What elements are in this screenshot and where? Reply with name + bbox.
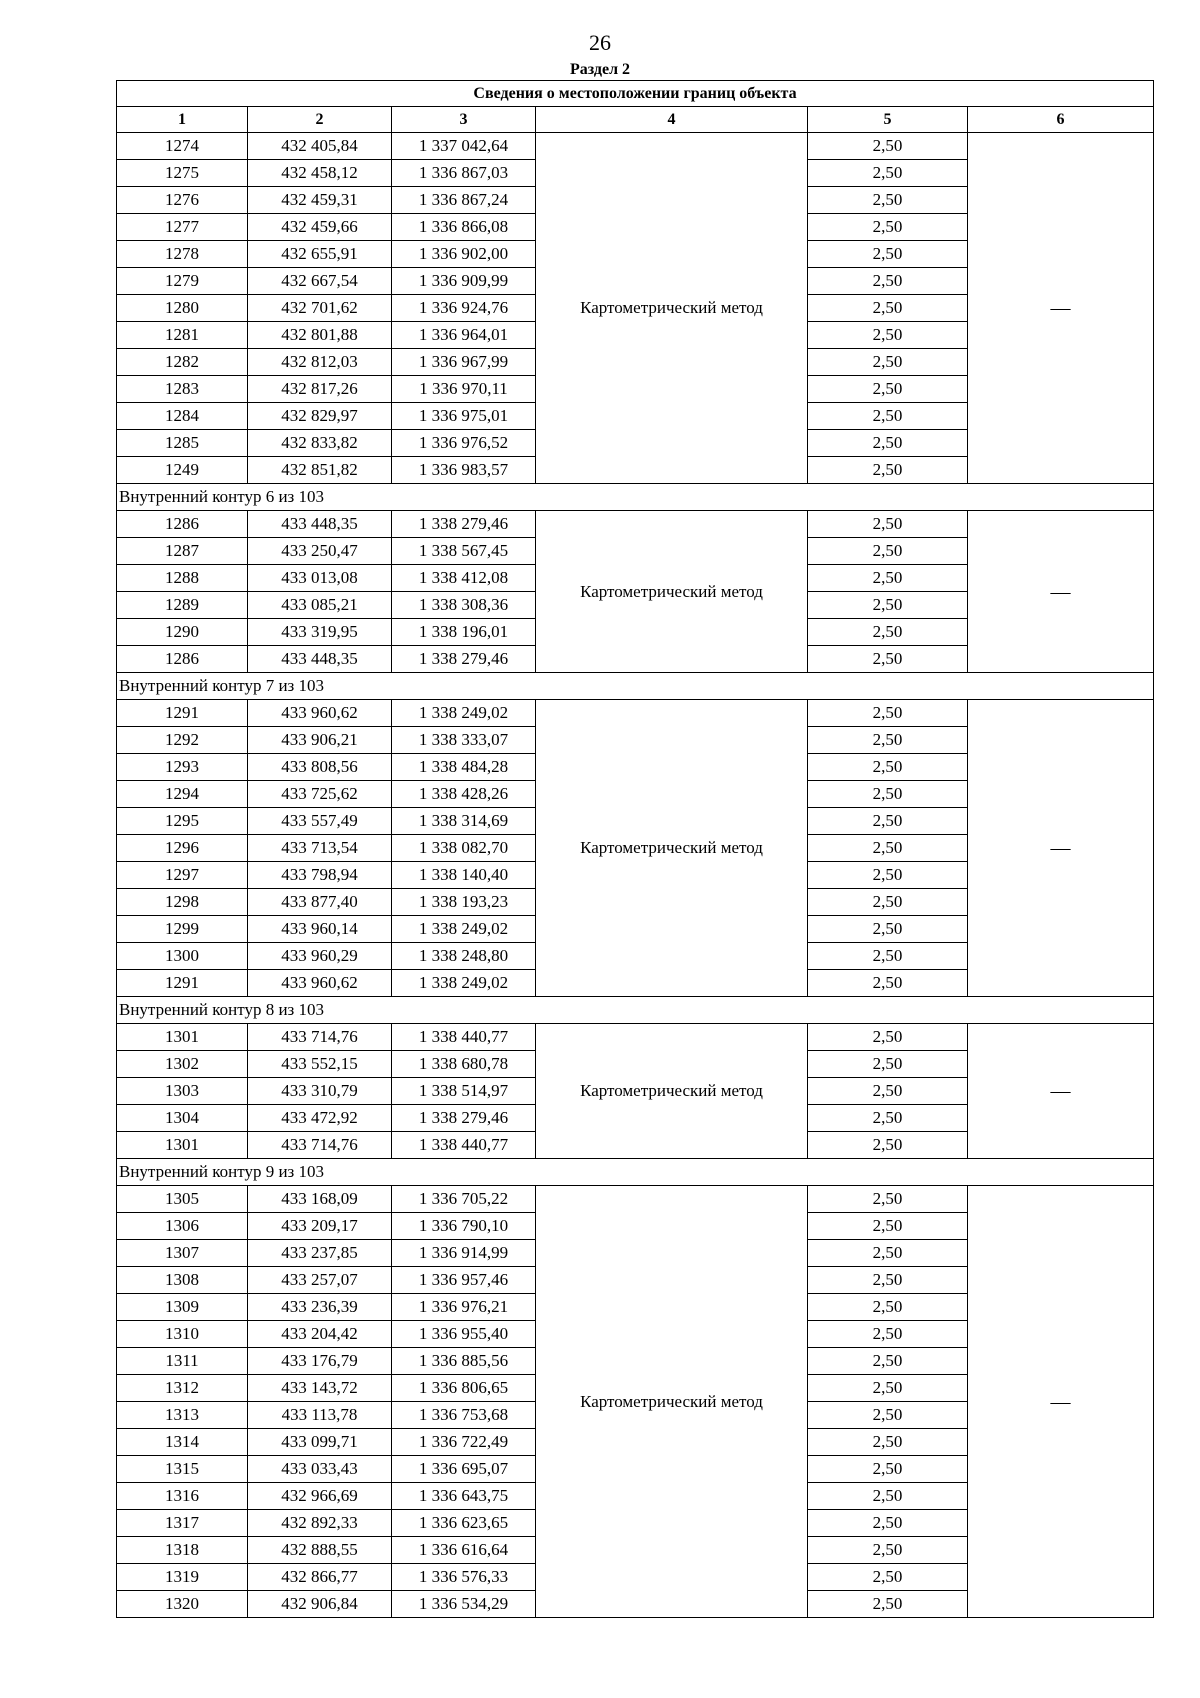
x-coordinate-cell: 432 888,55 (248, 1537, 392, 1564)
accuracy-cell: 2,50 (808, 1591, 968, 1618)
point-number-cell: 1293 (117, 754, 248, 781)
point-number-cell: 1305 (117, 1186, 248, 1213)
column-header: 6 (968, 107, 1154, 133)
x-coordinate-cell: 432 851,82 (248, 457, 392, 484)
y-coordinate-cell: 1 338 412,08 (392, 565, 536, 592)
y-coordinate-cell: 1 336 534,29 (392, 1591, 536, 1618)
x-coordinate-cell: 433 877,40 (248, 889, 392, 916)
y-coordinate-cell: 1 338 279,46 (392, 646, 536, 673)
table-row (117, 511, 1154, 538)
y-coordinate-cell: 1 338 514,97 (392, 1078, 536, 1105)
contour-row (117, 484, 1154, 511)
y-coordinate-cell: 1 338 440,77 (392, 1132, 536, 1159)
x-coordinate-cell: 433 448,35 (248, 646, 392, 673)
y-coordinate-cell: 1 336 722,49 (392, 1429, 536, 1456)
accuracy-cell: 2,50 (808, 1402, 968, 1429)
y-coordinate-cell: 1 336 976,52 (392, 430, 536, 457)
contour-label: Внутренний контур 6 из 103 (117, 484, 1154, 511)
y-coordinate-cell: 1 338 193,23 (392, 889, 536, 916)
y-coordinate-cell: 1 338 308,36 (392, 592, 536, 619)
x-coordinate-cell: 433 557,49 (248, 808, 392, 835)
y-coordinate-cell: 1 336 616,64 (392, 1537, 536, 1564)
table-row (117, 1024, 1154, 1051)
x-coordinate-cell: 433 808,56 (248, 754, 392, 781)
y-coordinate-cell: 1 338 680,78 (392, 1051, 536, 1078)
accuracy-cell: 2,50 (808, 1186, 968, 1213)
x-coordinate-cell: 432 866,77 (248, 1564, 392, 1591)
y-coordinate-cell: 1 338 567,45 (392, 538, 536, 565)
x-coordinate-cell: 433 013,08 (248, 565, 392, 592)
y-coordinate-cell: 1 336 924,76 (392, 295, 536, 322)
boundary-table (116, 80, 1154, 1618)
accuracy-cell: 2,50 (808, 268, 968, 295)
method-cell: Картометрический метод (536, 133, 808, 484)
y-coordinate-cell: 1 338 314,69 (392, 808, 536, 835)
y-coordinate-cell: 1 336 705,22 (392, 1186, 536, 1213)
point-number-cell: 1288 (117, 565, 248, 592)
accuracy-cell: 2,50 (808, 835, 968, 862)
x-coordinate-cell: 433 960,62 (248, 700, 392, 727)
x-coordinate-cell: 433 085,21 (248, 592, 392, 619)
x-coordinate-cell: 433 319,95 (248, 619, 392, 646)
x-coordinate-cell: 432 459,31 (248, 187, 392, 214)
point-number-cell: 1275 (117, 160, 248, 187)
contour-row (117, 997, 1154, 1024)
method-cell: Картометрический метод (536, 1186, 808, 1618)
column-6-cell: — (968, 1186, 1154, 1618)
x-coordinate-cell: 432 458,12 (248, 160, 392, 187)
column-6-cell: — (968, 133, 1154, 484)
y-coordinate-cell: 1 336 964,01 (392, 322, 536, 349)
table-body (117, 133, 1154, 1618)
y-coordinate-cell: 1 336 885,56 (392, 1348, 536, 1375)
column-6-cell: — (968, 1024, 1154, 1159)
point-number-cell: 1301 (117, 1132, 248, 1159)
column-header: 5 (808, 107, 968, 133)
point-number-cell: 1306 (117, 1213, 248, 1240)
y-coordinate-cell: 1 336 983,57 (392, 457, 536, 484)
column-6-cell: — (968, 700, 1154, 997)
point-number-cell: 1290 (117, 619, 248, 646)
contour-row (117, 673, 1154, 700)
point-number-cell: 1317 (117, 1510, 248, 1537)
accuracy-cell: 2,50 (808, 1429, 968, 1456)
x-coordinate-cell: 432 405,84 (248, 133, 392, 160)
table-caption-row (117, 81, 1154, 107)
accuracy-cell: 2,50 (808, 133, 968, 160)
y-coordinate-cell: 1 336 955,40 (392, 1321, 536, 1348)
accuracy-cell: 2,50 (808, 619, 968, 646)
x-coordinate-cell: 433 204,42 (248, 1321, 392, 1348)
x-coordinate-cell: 433 113,78 (248, 1402, 392, 1429)
x-coordinate-cell: 433 250,47 (248, 538, 392, 565)
point-number-cell: 1308 (117, 1267, 248, 1294)
accuracy-cell: 2,50 (808, 538, 968, 565)
table-row (117, 133, 1154, 160)
y-coordinate-cell: 1 336 866,08 (392, 214, 536, 241)
y-coordinate-cell: 1 338 248,80 (392, 943, 536, 970)
point-number-cell: 1274 (117, 133, 248, 160)
x-coordinate-cell: 432 833,82 (248, 430, 392, 457)
accuracy-cell: 2,50 (808, 1051, 968, 1078)
point-number-cell: 1296 (117, 835, 248, 862)
x-coordinate-cell: 433 472,92 (248, 1105, 392, 1132)
accuracy-cell: 2,50 (808, 1537, 968, 1564)
accuracy-cell: 2,50 (808, 241, 968, 268)
y-coordinate-cell: 1 338 279,46 (392, 1105, 536, 1132)
point-number-cell: 1318 (117, 1537, 248, 1564)
point-number-cell: 1280 (117, 295, 248, 322)
y-coordinate-cell: 1 338 196,01 (392, 619, 536, 646)
point-number-cell: 1291 (117, 970, 248, 997)
y-coordinate-cell: 1 338 249,02 (392, 916, 536, 943)
table-row (117, 1186, 1154, 1213)
y-coordinate-cell: 1 336 867,24 (392, 187, 536, 214)
y-coordinate-cell: 1 338 428,26 (392, 781, 536, 808)
column-header: 4 (536, 107, 808, 133)
point-number-cell: 1294 (117, 781, 248, 808)
accuracy-cell: 2,50 (808, 160, 968, 187)
point-number-cell: 1249 (117, 457, 248, 484)
accuracy-cell: 2,50 (808, 1267, 968, 1294)
x-coordinate-cell: 432 459,66 (248, 214, 392, 241)
x-coordinate-cell: 432 812,03 (248, 349, 392, 376)
y-coordinate-cell: 1 336 909,99 (392, 268, 536, 295)
method-cell: Картометрический метод (536, 511, 808, 673)
point-number-cell: 1284 (117, 403, 248, 430)
accuracy-cell: 2,50 (808, 1213, 968, 1240)
accuracy-cell: 2,50 (808, 1294, 968, 1321)
point-number-cell: 1302 (117, 1051, 248, 1078)
y-coordinate-cell: 1 338 249,02 (392, 700, 536, 727)
contour-label: Внутренний контур 7 из 103 (117, 673, 1154, 700)
accuracy-cell: 2,50 (808, 1510, 968, 1537)
accuracy-cell: 2,50 (808, 187, 968, 214)
x-coordinate-cell: 433 725,62 (248, 781, 392, 808)
point-number-cell: 1311 (117, 1348, 248, 1375)
contour-row (117, 1159, 1154, 1186)
y-coordinate-cell: 1 336 867,03 (392, 160, 536, 187)
accuracy-cell: 2,50 (808, 889, 968, 916)
x-coordinate-cell: 433 143,72 (248, 1375, 392, 1402)
column-header: 2 (248, 107, 392, 133)
point-number-cell: 1313 (117, 1402, 248, 1429)
y-coordinate-cell: 1 338 333,07 (392, 727, 536, 754)
x-coordinate-cell: 433 257,07 (248, 1267, 392, 1294)
x-coordinate-cell: 432 817,26 (248, 376, 392, 403)
accuracy-cell: 2,50 (808, 349, 968, 376)
x-coordinate-cell: 433 236,39 (248, 1294, 392, 1321)
point-number-cell: 1286 (117, 646, 248, 673)
x-coordinate-cell: 433 310,79 (248, 1078, 392, 1105)
point-number-cell: 1297 (117, 862, 248, 889)
point-number-cell: 1289 (117, 592, 248, 619)
point-number-cell: 1307 (117, 1240, 248, 1267)
y-coordinate-cell: 1 336 957,46 (392, 1267, 536, 1294)
accuracy-cell: 2,50 (808, 1321, 968, 1348)
contour-label: Внутренний контур 9 из 103 (117, 1159, 1154, 1186)
x-coordinate-cell: 433 906,21 (248, 727, 392, 754)
point-number-cell: 1279 (117, 268, 248, 295)
page-number: 26 (589, 30, 611, 55)
point-number-cell: 1282 (117, 349, 248, 376)
point-number-cell: 1315 (117, 1456, 248, 1483)
accuracy-cell: 2,50 (808, 943, 968, 970)
point-number-cell: 1309 (117, 1294, 248, 1321)
point-number-cell: 1287 (117, 538, 248, 565)
point-number-cell: 1320 (117, 1591, 248, 1618)
accuracy-cell: 2,50 (808, 322, 968, 349)
accuracy-cell: 2,50 (808, 646, 968, 673)
accuracy-cell: 2,50 (808, 430, 968, 457)
y-coordinate-cell: 1 338 140,40 (392, 862, 536, 889)
column-6-cell: — (968, 511, 1154, 673)
accuracy-cell: 2,50 (808, 457, 968, 484)
x-coordinate-cell: 433 714,76 (248, 1024, 392, 1051)
y-coordinate-cell: 1 336 914,99 (392, 1240, 536, 1267)
column-header: 3 (392, 107, 536, 133)
accuracy-cell: 2,50 (808, 376, 968, 403)
point-number-cell: 1276 (117, 187, 248, 214)
point-number-cell: 1285 (117, 430, 248, 457)
y-coordinate-cell: 1 338 440,77 (392, 1024, 536, 1051)
point-number-cell: 1304 (117, 1105, 248, 1132)
x-coordinate-cell: 432 892,33 (248, 1510, 392, 1537)
method-cell: Картометрический метод (536, 1024, 808, 1159)
table-row (117, 700, 1154, 727)
point-number-cell: 1281 (117, 322, 248, 349)
y-coordinate-cell: 1 336 790,10 (392, 1213, 536, 1240)
x-coordinate-cell: 433 960,62 (248, 970, 392, 997)
x-coordinate-cell: 433 960,29 (248, 943, 392, 970)
x-coordinate-cell: 433 033,43 (248, 1456, 392, 1483)
y-coordinate-cell: 1 336 576,33 (392, 1564, 536, 1591)
accuracy-cell: 2,50 (808, 1348, 968, 1375)
accuracy-cell: 2,50 (808, 781, 968, 808)
x-coordinate-cell: 433 448,35 (248, 511, 392, 538)
table-caption: Сведения о местоположении границ объекта (117, 81, 1154, 107)
x-coordinate-cell: 433 237,85 (248, 1240, 392, 1267)
accuracy-cell: 2,50 (808, 754, 968, 781)
y-coordinate-cell: 1 336 967,99 (392, 349, 536, 376)
y-coordinate-cell: 1 336 902,00 (392, 241, 536, 268)
column-header-row (117, 107, 1154, 133)
accuracy-cell: 2,50 (808, 214, 968, 241)
x-coordinate-cell: 432 701,62 (248, 295, 392, 322)
point-number-cell: 1283 (117, 376, 248, 403)
accuracy-cell: 2,50 (808, 1456, 968, 1483)
x-coordinate-cell: 432 966,69 (248, 1483, 392, 1510)
accuracy-cell: 2,50 (808, 565, 968, 592)
x-coordinate-cell: 433 960,14 (248, 916, 392, 943)
method-cell: Картометрический метод (536, 700, 808, 997)
x-coordinate-cell: 433 209,17 (248, 1213, 392, 1240)
x-coordinate-cell: 432 829,97 (248, 403, 392, 430)
accuracy-cell: 2,50 (808, 727, 968, 754)
accuracy-cell: 2,50 (808, 403, 968, 430)
y-coordinate-cell: 1 338 082,70 (392, 835, 536, 862)
point-number-cell: 1300 (117, 943, 248, 970)
point-number-cell: 1286 (117, 511, 248, 538)
point-number-cell: 1303 (117, 1078, 248, 1105)
x-coordinate-cell: 432 906,84 (248, 1591, 392, 1618)
point-number-cell: 1316 (117, 1483, 248, 1510)
y-coordinate-cell: 1 336 976,21 (392, 1294, 536, 1321)
accuracy-cell: 2,50 (808, 295, 968, 322)
x-coordinate-cell: 433 713,54 (248, 835, 392, 862)
accuracy-cell: 2,50 (808, 1483, 968, 1510)
accuracy-cell: 2,50 (808, 1132, 968, 1159)
y-coordinate-cell: 1 336 975,01 (392, 403, 536, 430)
point-number-cell: 1292 (117, 727, 248, 754)
column-header: 1 (117, 107, 248, 133)
y-coordinate-cell: 1 338 484,28 (392, 754, 536, 781)
y-coordinate-cell: 1 336 806,65 (392, 1375, 536, 1402)
accuracy-cell: 2,50 (808, 511, 968, 538)
accuracy-cell: 2,50 (808, 592, 968, 619)
accuracy-cell: 2,50 (808, 1240, 968, 1267)
y-coordinate-cell: 1 338 249,02 (392, 970, 536, 997)
y-coordinate-cell: 1 337 042,64 (392, 133, 536, 160)
accuracy-cell: 2,50 (808, 1078, 968, 1105)
point-number-cell: 1319 (117, 1564, 248, 1591)
point-number-cell: 1314 (117, 1429, 248, 1456)
accuracy-cell: 2,50 (808, 862, 968, 889)
x-coordinate-cell: 433 798,94 (248, 862, 392, 889)
accuracy-cell: 2,50 (808, 970, 968, 997)
accuracy-cell: 2,50 (808, 1564, 968, 1591)
y-coordinate-cell: 1 336 643,75 (392, 1483, 536, 1510)
point-number-cell: 1278 (117, 241, 248, 268)
accuracy-cell: 2,50 (808, 1024, 968, 1051)
point-number-cell: 1310 (117, 1321, 248, 1348)
point-number-cell: 1299 (117, 916, 248, 943)
x-coordinate-cell: 433 552,15 (248, 1051, 392, 1078)
x-coordinate-cell: 433 714,76 (248, 1132, 392, 1159)
x-coordinate-cell: 432 655,91 (248, 241, 392, 268)
accuracy-cell: 2,50 (808, 808, 968, 835)
y-coordinate-cell: 1 338 279,46 (392, 511, 536, 538)
point-number-cell: 1301 (117, 1024, 248, 1051)
y-coordinate-cell: 1 336 970,11 (392, 376, 536, 403)
section-title: Раздел 2 (569, 61, 631, 78)
point-number-cell: 1295 (117, 808, 248, 835)
point-number-cell: 1291 (117, 700, 248, 727)
point-number-cell: 1312 (117, 1375, 248, 1402)
y-coordinate-cell: 1 336 695,07 (392, 1456, 536, 1483)
contour-label: Внутренний контур 8 из 103 (117, 997, 1154, 1024)
point-number-cell: 1277 (117, 214, 248, 241)
accuracy-cell: 2,50 (808, 916, 968, 943)
y-coordinate-cell: 1 336 753,68 (392, 1402, 536, 1429)
accuracy-cell: 2,50 (808, 700, 968, 727)
y-coordinate-cell: 1 336 623,65 (392, 1510, 536, 1537)
x-coordinate-cell: 433 099,71 (248, 1429, 392, 1456)
accuracy-cell: 2,50 (808, 1105, 968, 1132)
point-number-cell: 1298 (117, 889, 248, 916)
x-coordinate-cell: 432 667,54 (248, 268, 392, 295)
accuracy-cell: 2,50 (808, 1375, 968, 1402)
x-coordinate-cell: 432 801,88 (248, 322, 392, 349)
x-coordinate-cell: 433 176,79 (248, 1348, 392, 1375)
x-coordinate-cell: 433 168,09 (248, 1186, 392, 1213)
